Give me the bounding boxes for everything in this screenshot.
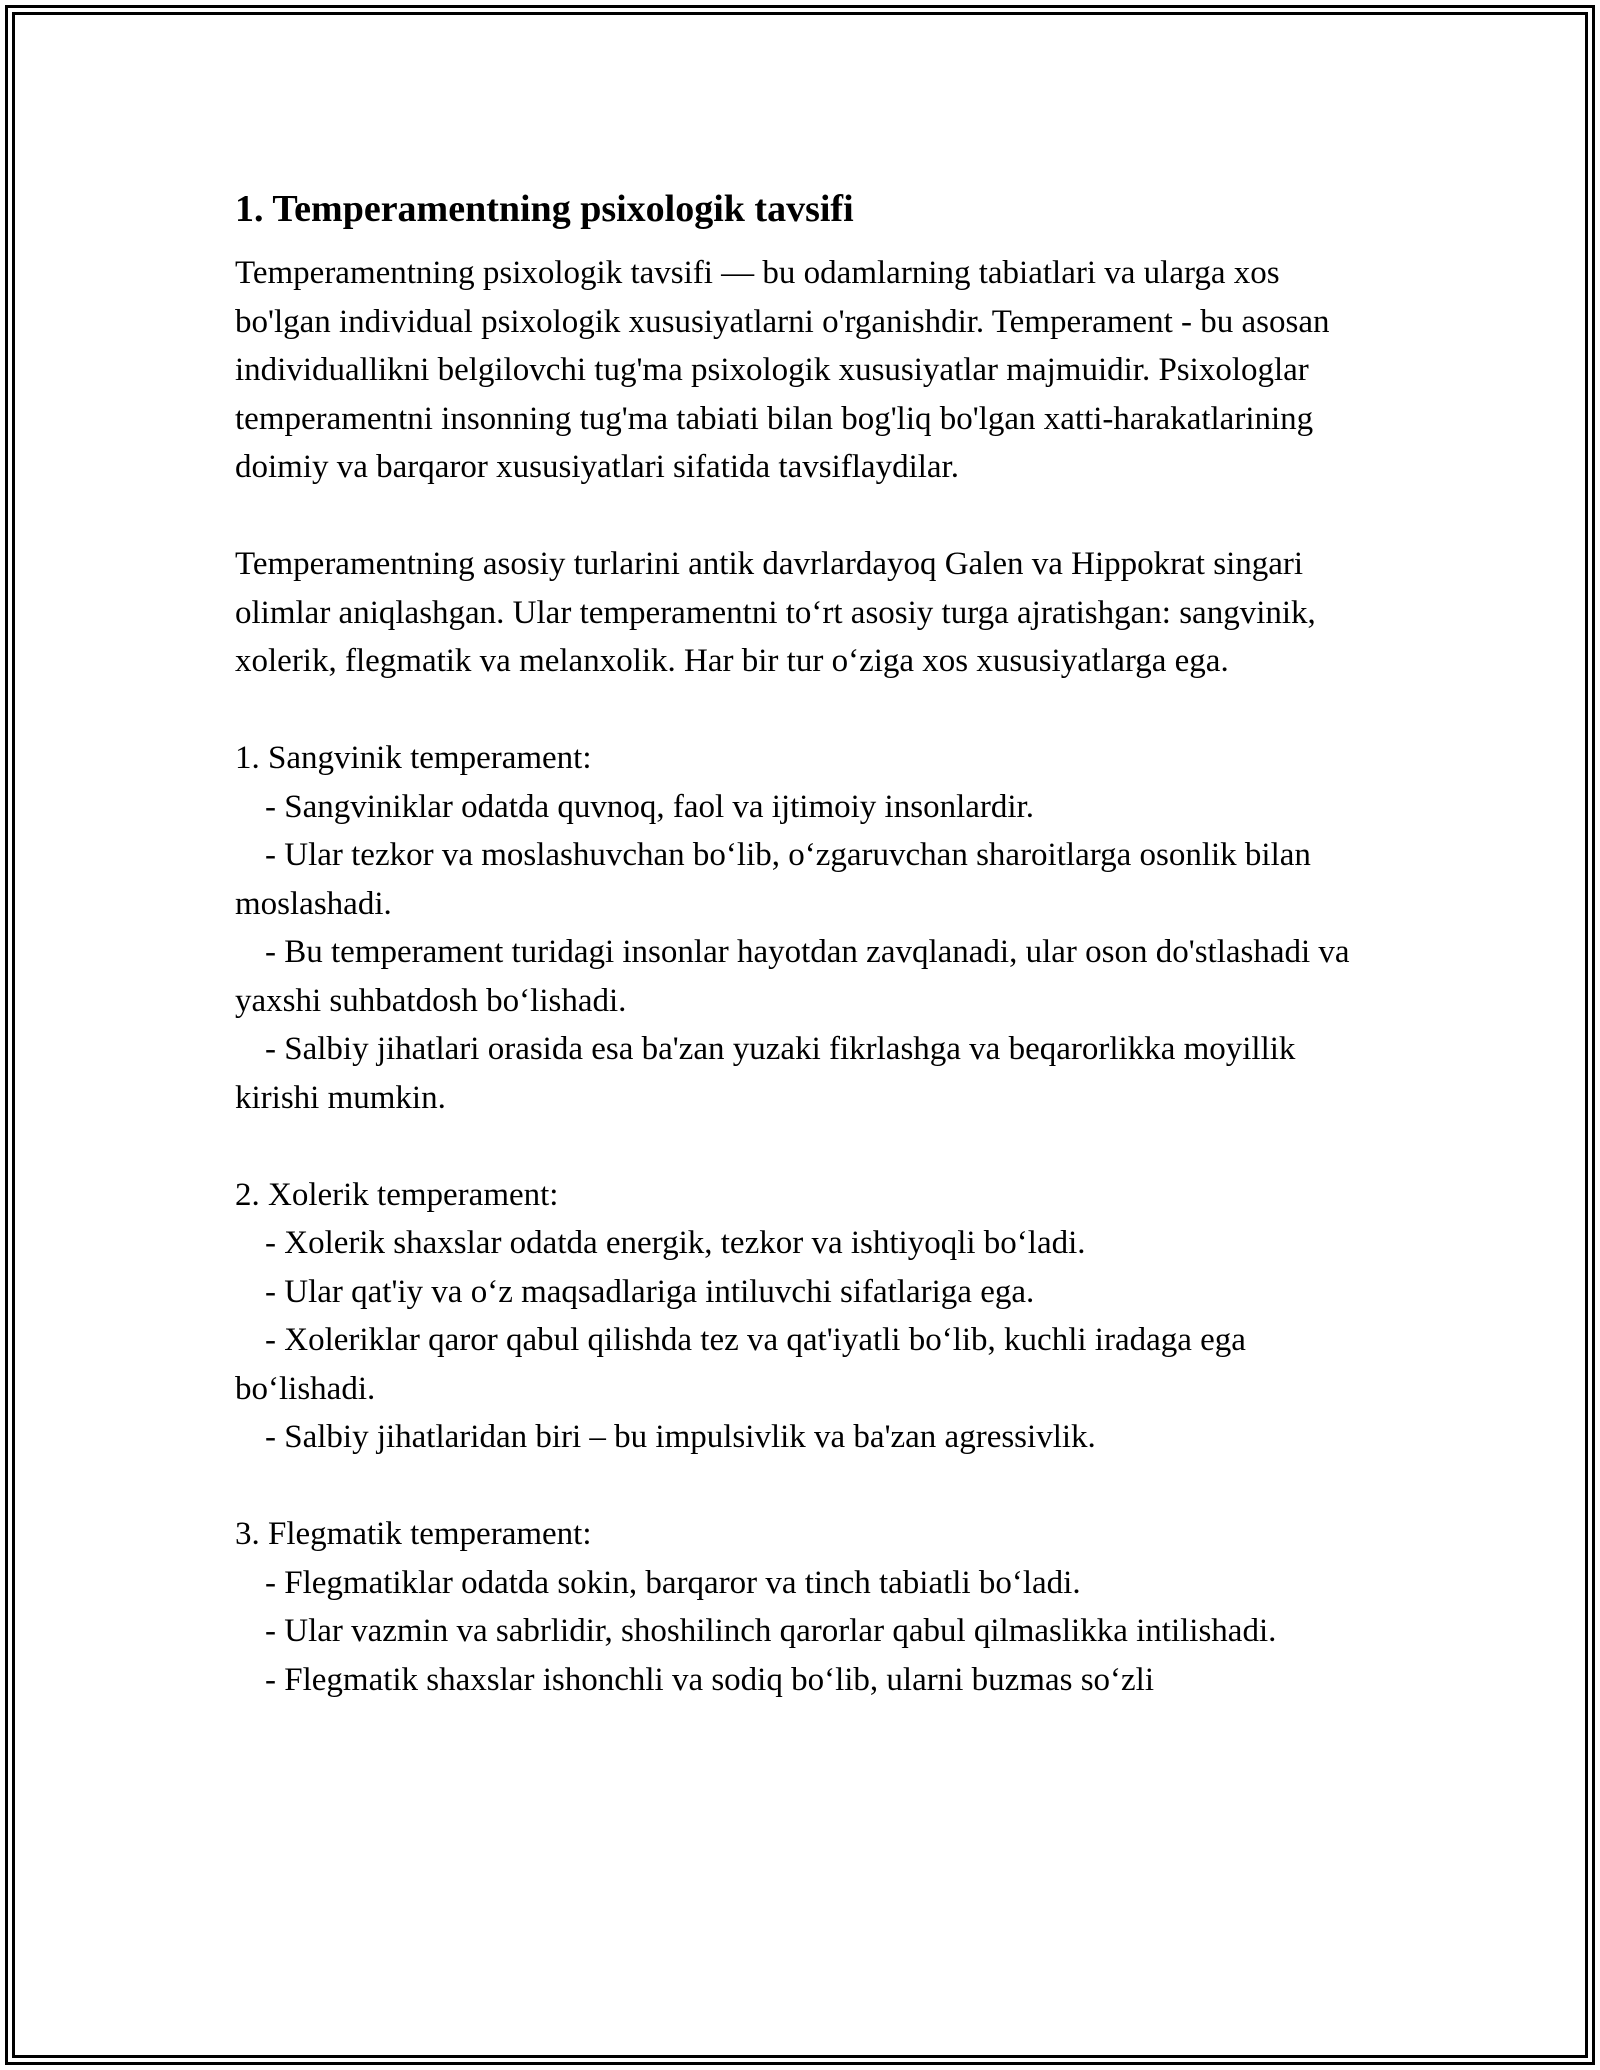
section-heading: 1. Sangvinik temperament: xyxy=(235,740,592,776)
list-item: - Ular vazmin va sabrlidir, shoshilinch qarorlar qabul qilmaslikka intilishadi. xyxy=(265,1613,1277,1649)
section-xolerik xyxy=(235,1171,1375,1462)
list-item: - Flegmatiklar odatda sokin, barqaror va tinch tabiatli bo‘ladi. xyxy=(265,1564,1081,1601)
document-body xyxy=(235,185,1375,1704)
spacer xyxy=(235,686,1375,735)
section-heading: 3. Flegmatik temperament: xyxy=(235,1516,592,1552)
list-item: - Xolerik shaxslar odatda energik, tezkor va ishtiyoqli bo‘ladi. xyxy=(265,1225,1086,1261)
list-item: - Salbiy jihatlari orasida esa ba'zan yuzaki fikrlashga va beqarorlikka moyillik kirishi mumkin. xyxy=(235,1031,1296,1116)
list-item: - Salbiy jihatlaridan biri – bu impulsivlik va ba'zan agressivlik. xyxy=(265,1419,1096,1455)
spacer xyxy=(235,1122,1375,1171)
history-paragraph: Temperamentning asosiy turlarini antik davrlardayoq Galen va Hippokrat singari olimlar aniqlashgan. Ular temperamentni to‘rt asosiy turga ajratishgan: sangvinik, xolerik, flegmatik va melanxolik. Har bir tur o‘ziga xos xususiyatlarga ega. xyxy=(235,546,1325,679)
section-heading: 2. Xolerik temperament: xyxy=(235,1176,559,1213)
list-item: - Flegmatik shaxslar ishonchli va sodiq bo‘lib, ularni buzmas so‘zli xyxy=(265,1661,1155,1698)
spacer xyxy=(235,492,1375,541)
intro-paragraph: Temperamentning psixologik tavsifi — bu odamlarning tabiatlari va ularga xos bo'lgan individual psixologik xususiyatlarni o'rganishdir. Temperament - bu asosan individuallikni belgilovchi tug'ma psixologik xususiyatlar majmuidir. Psixologlar temperamentni insonning tug'ma tabiati bilan bog'liq bo'lgan xatti-harakatlarining doimiy va barqaror xususiyatlari sifatida tavsiflaydilar. xyxy=(235,255,1338,485)
list-item: - Ular tezkor va moslashuvchan bo‘lib, o‘zgaruvchan sharoitlarga osonlik bilan moslashadi. xyxy=(235,837,1311,922)
list-item: - Ular qat'iy va o‘z maqsadlariga intiluvchi sifatlariga ega. xyxy=(265,1273,1035,1310)
section-sangvinik xyxy=(235,734,1375,1122)
section-flegmatik xyxy=(235,1510,1375,1704)
document-title: 1. Temperamentning psixologik tavsifi xyxy=(235,188,854,230)
list-item: - Sangviniklar odatda quvnoq, faol va ijtimoiy insonlardir. xyxy=(265,788,1034,825)
list-item: - Xoleriklar qaror qabul qilishda tez va qat'iyatli bo‘lib, kuchli iradaga ega bo‘lishadi. xyxy=(235,1322,1246,1407)
spacer xyxy=(235,1462,1375,1511)
list-item: - Bu temperament turidagi insonlar hayotdan zavqlanadi, ular oson do'stlashadi va yaxshi suhbatdosh bo‘lishadi. xyxy=(235,934,1350,1019)
